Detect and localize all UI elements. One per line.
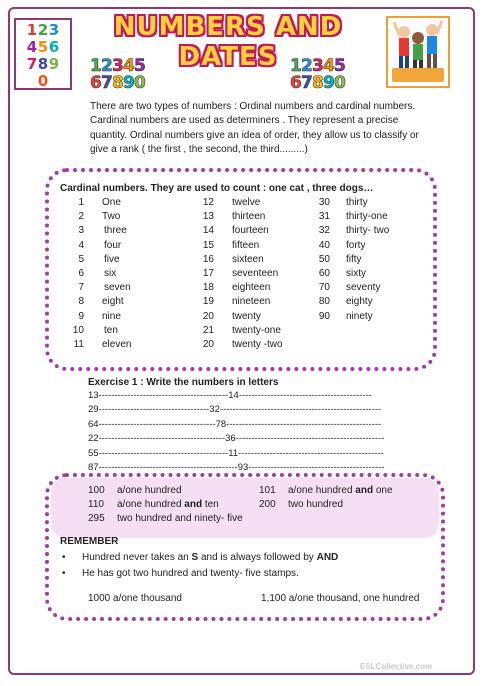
- digit: 8: [312, 73, 324, 93]
- digit: 0: [334, 73, 346, 93]
- number: 7: [78, 282, 84, 294]
- number-word-rest: ten: [202, 499, 219, 511]
- number-word: fifteen: [232, 239, 260, 251]
- number-word: twenty -two: [232, 338, 283, 350]
- number: 9: [78, 310, 84, 322]
- digit: 1: [90, 56, 102, 76]
- list-item: [62, 281, 131, 295]
- list-item: [200, 281, 283, 295]
- number: 12: [202, 197, 214, 208]
- number-word: seventy: [346, 282, 381, 294]
- number: 31: [318, 211, 330, 223]
- number-word: thirty- two: [346, 225, 390, 237]
- list-item: [200, 224, 283, 238]
- number-word: nineteen: [232, 296, 271, 308]
- number: 15: [202, 239, 214, 251]
- list-item: [200, 210, 283, 224]
- list-item: [316, 239, 389, 253]
- digit: 4: [323, 56, 335, 76]
- number-word: seventeen: [232, 267, 279, 279]
- number: 21: [202, 324, 214, 336]
- cardinal-column-2: [200, 196, 283, 352]
- exercise-line[interactable]: 29-----------------------------------32---------------------------------------------------: [88, 404, 382, 416]
- list-item: [88, 484, 243, 498]
- hundreds-list-left: [88, 484, 243, 527]
- intro-paragraph: There are two types of numbers : Ordinal numbers and cardinal numbers. Cardinal numbers are used as determiners . They represent a precise quantity. Ordinal numbers give an idea of order, they allow us to classify or give a rank ( the first , the second, the third.........): [90, 101, 419, 156]
- number-word: eighty: [346, 296, 373, 308]
- number: 5: [78, 253, 84, 265]
- digit: 1: [26, 21, 38, 39]
- exercise-line[interactable]: 22----------------------------------------36-----------------------------------------------: [88, 433, 385, 445]
- list-item: [62, 210, 131, 224]
- number-word: thirty-one: [346, 211, 388, 223]
- bullet-icon: •: [62, 552, 66, 563]
- cardinal-column-1: [62, 196, 131, 352]
- remember-bullets: [62, 550, 338, 582]
- kids-clipart-icon: [388, 18, 448, 86]
- bold-and: and: [355, 485, 374, 496]
- number-word: two hundred: [288, 499, 344, 511]
- exercise-line[interactable]: 87--------------------------------------------93-------------------------------------------: [88, 462, 385, 474]
- list-item: [316, 267, 389, 281]
- digit: 3: [112, 56, 124, 76]
- list-item: [316, 224, 389, 238]
- digit: 7: [301, 73, 313, 93]
- list-item: [200, 267, 283, 281]
- digit: 9: [323, 73, 335, 93]
- cardinal-heading: Cardinal numbers. They are used to count : one cat , three dogs…: [60, 183, 374, 194]
- number: 50: [318, 253, 330, 265]
- number-word: nine: [102, 310, 121, 322]
- number: 20: [202, 338, 214, 350]
- number: 17: [202, 267, 214, 279]
- digit: 6: [290, 73, 302, 93]
- digit: 6: [48, 38, 60, 56]
- number-word: fifty: [346, 253, 362, 265]
- number-word: Two: [102, 211, 121, 223]
- number: 100: [88, 485, 105, 496]
- number: 16: [202, 253, 214, 265]
- list-item: [200, 310, 283, 324]
- number-word: ninety: [346, 310, 373, 322]
- remember-heading: REMEMBER: [60, 536, 119, 547]
- list-item: [316, 210, 389, 224]
- number: 10: [72, 324, 84, 336]
- number-word: sixty: [346, 267, 366, 279]
- digit: 0: [134, 73, 146, 93]
- number: 60: [318, 267, 330, 279]
- number: 19: [202, 296, 214, 308]
- number-word: four: [104, 239, 122, 251]
- digit: 2: [37, 21, 49, 39]
- list-item: [200, 239, 283, 253]
- number-word: sixteen: [232, 253, 264, 265]
- list-item: [88, 498, 243, 512]
- exercise-lines: [88, 389, 384, 475]
- number: 101: [259, 485, 276, 496]
- digit: 5: [37, 38, 49, 56]
- list-item: [62, 310, 131, 324]
- bold-and: and: [184, 499, 203, 511]
- bullet-text: Hundred never takes an: [82, 552, 192, 563]
- list-item: [62, 253, 131, 267]
- number-word: five: [104, 253, 120, 265]
- list-item: [62, 267, 131, 281]
- list-item: [62, 224, 131, 238]
- number-word: twenty-one: [232, 324, 281, 336]
- number: 80: [318, 296, 330, 308]
- page-title: NUMBERS AND DATES: [113, 12, 343, 72]
- digit: 2: [301, 56, 313, 76]
- number: 6: [78, 267, 84, 279]
- digit: 8: [37, 55, 49, 73]
- number: 70: [318, 282, 330, 294]
- number-word: thirteen: [232, 211, 266, 223]
- list-item: [259, 498, 393, 512]
- list-item: [62, 295, 131, 309]
- thousand-example-right: 1,100 a/one thousand, one hundred: [261, 593, 420, 604]
- number: 1: [78, 197, 84, 208]
- number-word: a/one hundred: [117, 485, 182, 496]
- kids-illustration: [386, 16, 450, 88]
- number: 110: [88, 499, 104, 511]
- number: 8: [78, 296, 84, 308]
- digit: 3: [312, 56, 324, 76]
- digit: 9: [48, 55, 60, 73]
- digit: 2: [101, 56, 113, 76]
- bold-s: S: [191, 552, 199, 563]
- number: 3: [78, 225, 84, 237]
- number-word: twelve: [232, 197, 261, 208]
- cardinal-column-3: [316, 196, 389, 324]
- number-word: eight: [102, 296, 124, 308]
- number: 4: [78, 239, 84, 251]
- digit: 7: [26, 55, 38, 73]
- list-item: [259, 484, 393, 498]
- bullet-text: He has got two hundred and twenty- five stamps.: [82, 568, 299, 579]
- number-word: a/one hundred: [117, 499, 185, 511]
- number: 32: [318, 225, 330, 237]
- number-word: a/one hundred: [288, 485, 356, 496]
- number-word: six: [104, 267, 117, 279]
- number-word: eleven: [102, 338, 132, 350]
- number: 40: [318, 239, 330, 251]
- list-item: [316, 281, 389, 295]
- digit: 6: [90, 73, 102, 93]
- list-item: [88, 512, 243, 526]
- exercise-line[interactable]: 64-------------------------------------78-------------------------------------------------: [88, 418, 382, 430]
- list-item: [200, 338, 283, 352]
- number-word: twenty: [232, 310, 261, 322]
- colorful-digits-right: [290, 58, 345, 92]
- number-word: eighteen: [232, 282, 271, 294]
- number-word: forty: [346, 239, 366, 251]
- number-word: three: [104, 225, 127, 237]
- list-item: [200, 324, 283, 338]
- bold-and: AND: [316, 552, 339, 563]
- watermark: ESLCollective.com: [360, 662, 433, 671]
- number: 20: [202, 310, 214, 322]
- list-item: [200, 295, 283, 309]
- digit: 5: [134, 56, 146, 76]
- number-word: seven: [104, 282, 131, 294]
- number-word-rest: one: [373, 485, 393, 496]
- number-word: two hundred and ninety- five: [117, 513, 243, 525]
- number: 11: [73, 338, 84, 350]
- colorful-digits-left: [90, 58, 145, 92]
- list-item: [62, 338, 131, 352]
- number: 295: [88, 513, 105, 525]
- list-item: [316, 253, 389, 267]
- number-word: thirty: [346, 197, 368, 208]
- digit: 1: [290, 56, 302, 76]
- number: 18: [202, 282, 214, 294]
- list-item: [62, 239, 131, 253]
- number: 90: [318, 310, 330, 322]
- number-word: ten: [104, 324, 118, 336]
- digit: 9: [123, 73, 135, 93]
- list-item: [62, 566, 338, 582]
- number: 13: [202, 211, 214, 223]
- number: 2: [78, 211, 84, 223]
- list-item: [62, 196, 131, 210]
- list-item: [62, 324, 131, 338]
- list-item: [62, 550, 338, 566]
- list-item: [316, 310, 389, 324]
- exercise-heading: Exercise 1 : Write the numbers in letters: [88, 377, 279, 388]
- exercise-line[interactable]: 13-----------------------------------------14------------------------------------------: [88, 390, 372, 401]
- list-item: [316, 295, 389, 309]
- list-item: [316, 196, 389, 210]
- bullet-text: and is always followed by: [198, 552, 317, 563]
- thousand-example-left: 1000 a/one thousand: [88, 593, 182, 604]
- digit: 5: [334, 56, 346, 76]
- digit: 0: [37, 72, 49, 90]
- number-word: fourteen: [232, 225, 269, 237]
- digit: 8: [112, 73, 124, 93]
- digit: 3: [48, 21, 60, 39]
- bullet-icon: •: [62, 568, 66, 579]
- number: 14: [202, 225, 214, 237]
- list-item: [200, 253, 283, 267]
- hundreds-list-right: [259, 484, 393, 512]
- digit: 7: [101, 73, 113, 93]
- digit: 4: [123, 56, 135, 76]
- list-item: [200, 196, 283, 210]
- corner-digits-box: [14, 18, 72, 90]
- exercise-line[interactable]: 55-----------------------------------------11----------------------------------------------: [88, 447, 384, 459]
- digit: 4: [26, 38, 38, 56]
- number: 30: [318, 197, 330, 208]
- number: 200: [259, 499, 276, 511]
- number-word: One: [102, 197, 121, 208]
